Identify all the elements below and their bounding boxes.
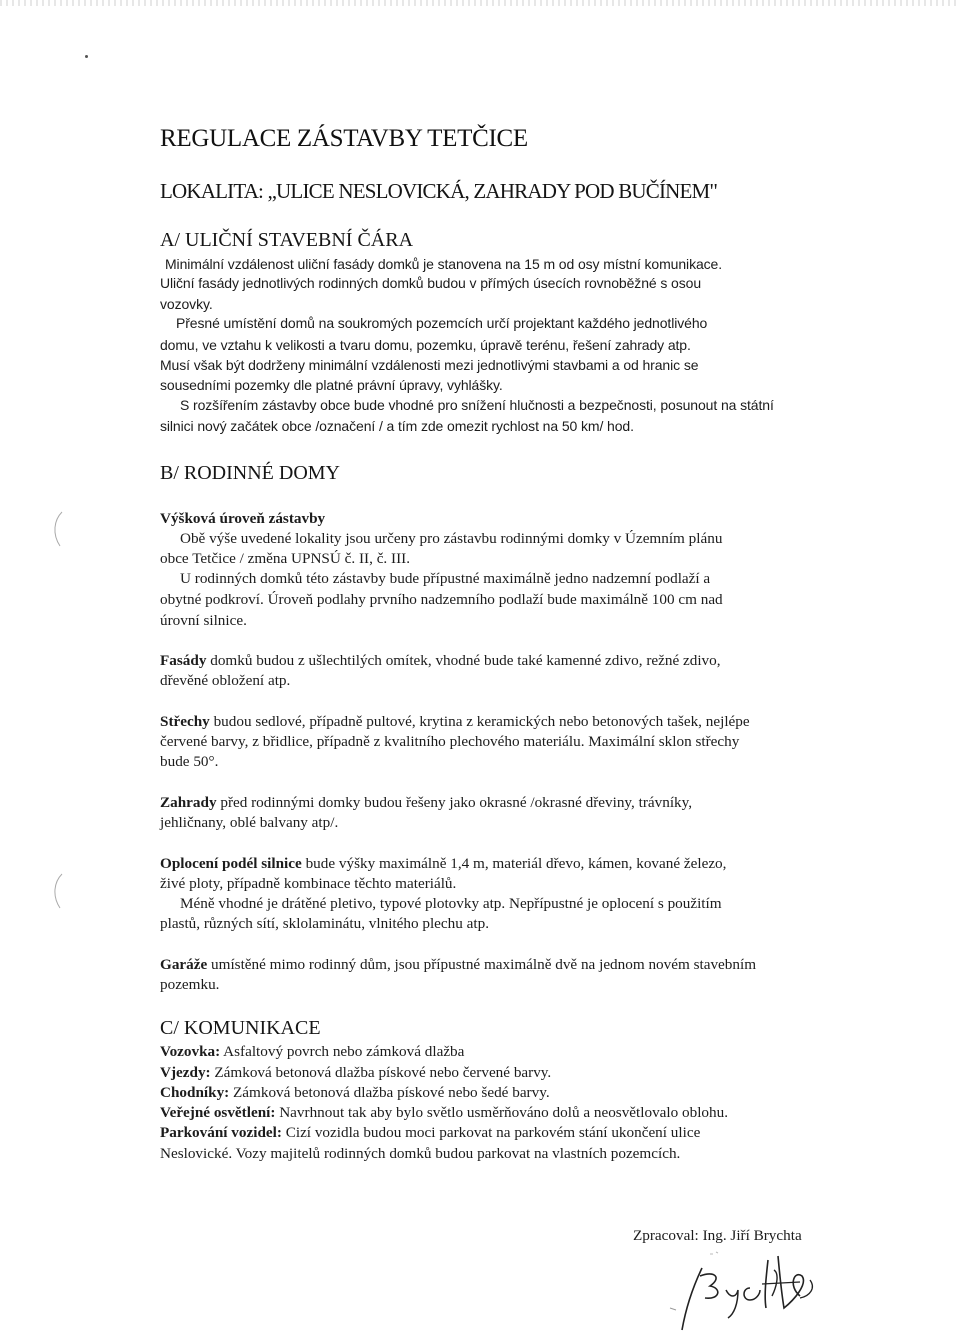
handwritten-signature — [650, 1248, 850, 1333]
section-a-line: Musí však být dodrženy minimální vzdálenosti mezi jednotlivými stavbami a od hranic se — [160, 357, 699, 373]
fasady-line: dřevěné obložení atp. — [160, 672, 291, 689]
section-c-heading: C/ KOMUNIKACE — [160, 1017, 321, 1039]
margin-mark — [48, 872, 68, 912]
vyskova-line: Obě výše uvedené lokality jsou určeny pro zástavbu rodinnými domky v Územním plánu — [180, 530, 723, 547]
oploceni-text: bude výšky maximálně 1,4 m, materiál dřevo, kámen, kované železo, — [301, 855, 727, 872]
scan-edge — [0, 0, 960, 6]
vozovka-line — [160, 1040, 464, 1063]
fasady-label: Fasády — [160, 652, 207, 669]
vyskova-line: obce Tetčice / změna UPNSÚ č. II, č. III. — [160, 550, 410, 567]
section-b-heading: B/ RODINNÉ DOMY — [160, 462, 340, 484]
chodniky-label: Chodníky: — [160, 1084, 230, 1101]
section-a-line: Uliční fasády jednotlivých rodinných domků budou v přímých úsecích rovnoběžné s osou — [160, 275, 702, 291]
vjezdy-label: Vjezdy: — [160, 1064, 211, 1081]
zahrady-text: před rodinnými domky budou řešeny jako okrasné /okrasné dřeviny, trávníky, — [216, 794, 693, 811]
scan-speck — [85, 55, 88, 58]
strechy-line: červené barvy, z břidlice, případně z kvalitního plechového materiálu. Maximální sklon střechy — [160, 733, 740, 750]
locality-line: LOKALITA: „ULICE NESLOVICKÁ, ZAHRADY POD BUČÍNEM" — [160, 179, 718, 203]
garaze-label: Garáže — [160, 956, 208, 973]
parkovani-line — [160, 1121, 700, 1144]
strechy-label: Střechy — [160, 713, 210, 730]
vyskova-line: úrovní silnice. — [160, 612, 247, 629]
osvetleni-label: Veřejné osvětlení: — [160, 1104, 276, 1121]
oploceni-line: plastů, různých sítí, sklolaminátu, vlnitého plechu atp. — [160, 915, 490, 932]
section-a-line: Minimální vzdálenost uliční fasády domků je stanovena na 15 m od osy místní komunikace. — [165, 256, 723, 272]
garaze-paragraph — [160, 953, 756, 976]
processed-by: Zpracoval: Ing. Jiří Brychta — [633, 1227, 802, 1244]
garaze-text: umístěné mimo rodinný dům, jsou přípustné maximálně dvě na jednom novém stavebním — [207, 956, 757, 973]
garaze-line: pozemku. — [160, 976, 220, 993]
section-a-line: sousedními pozemky dle platné právní úpravy, vyhlášky. — [160, 377, 503, 393]
oploceni-line: Méně vhodné je drátěné pletivo, typové plotovky atp. Nepřípustné je oplocení s použitím — [180, 895, 722, 912]
vozovka-text: Asfaltový povrch nebo zámková dlažba — [220, 1043, 465, 1060]
parkovani-label: Parkování vozidel: — [160, 1124, 282, 1141]
strechy-line: bude 50°. — [160, 753, 219, 770]
section-a-line: silnici nový začátek obce /označení / a tím zde omezit rychlost na 50 km/ hod. — [160, 418, 634, 434]
zahrady-label: Zahrady — [160, 794, 217, 811]
document-title: REGULACE ZÁSTAVBY TETČICE — [160, 125, 528, 152]
section-a-line: Přesné umístění domů na soukromých pozemcích určí projektant každého jednotlivého — [176, 315, 708, 331]
vyskova-line: obytné podkroví. Úroveň podlahy prvního nadzemního podlaží bude maximálně 100 cm nad — [160, 591, 723, 608]
vyskova-title: Výšková úroveň zástavby — [160, 510, 326, 527]
osvetleni-text: Navrhnout tak aby bylo světlo usměrňováno dolů a neosvětlovalo oblohu. — [275, 1104, 729, 1121]
strechy-text: budou sedlové, případně pultové, krytina z keramických nebo betonových tašek, nejlépe — [209, 713, 750, 730]
parkovani-text: Cizí vozidla budou moci parkovat na parkovém stání ukončení ulice — [281, 1124, 701, 1141]
section-a-heading: A/ ULIČNÍ STAVEBNÍ ČÁRA — [160, 229, 414, 251]
zahrady-line: jehličnany, oblé balvany atp/. — [160, 814, 339, 831]
vozovka-label: Vozovka: — [160, 1043, 221, 1060]
vyskova-line: U rodinných domků této zástavby bude přípustné maximálně jedno nadzemní podlaží a — [180, 570, 711, 587]
margin-mark — [48, 510, 68, 550]
oploceni-line: živé ploty, případně kombinace těchto materiálů. — [160, 875, 457, 892]
vjezdy-text: Zámková betonová dlažba pískové nebo červené barvy. — [210, 1064, 552, 1081]
section-a-line: domu, ve vztahu k velikosti a tvaru domu, pozemku, úpravě terénu, řešení zahrady atp. — [160, 337, 691, 353]
parkovani-line: Neslovické. Vozy majitelů rodinných domků budou parkovat na vlastních pozemcích. — [160, 1145, 681, 1162]
chodniky-text: Zámková betonová dlažba pískové nebo šedé barvy. — [229, 1084, 550, 1101]
fasady-text: domků budou z ušlechtilých omítek, vhodné bude také kamenné zdivo, režné zdivo, — [206, 652, 721, 669]
section-a-line: S rozšířením zástavby obce bude vhodné pro snížení hlučnosti a bezpečnosti, posunout na státní — [180, 397, 774, 413]
section-a-line: vozovky. — [160, 296, 213, 312]
oploceni-label: Oplocení podél silnice — [160, 855, 302, 872]
